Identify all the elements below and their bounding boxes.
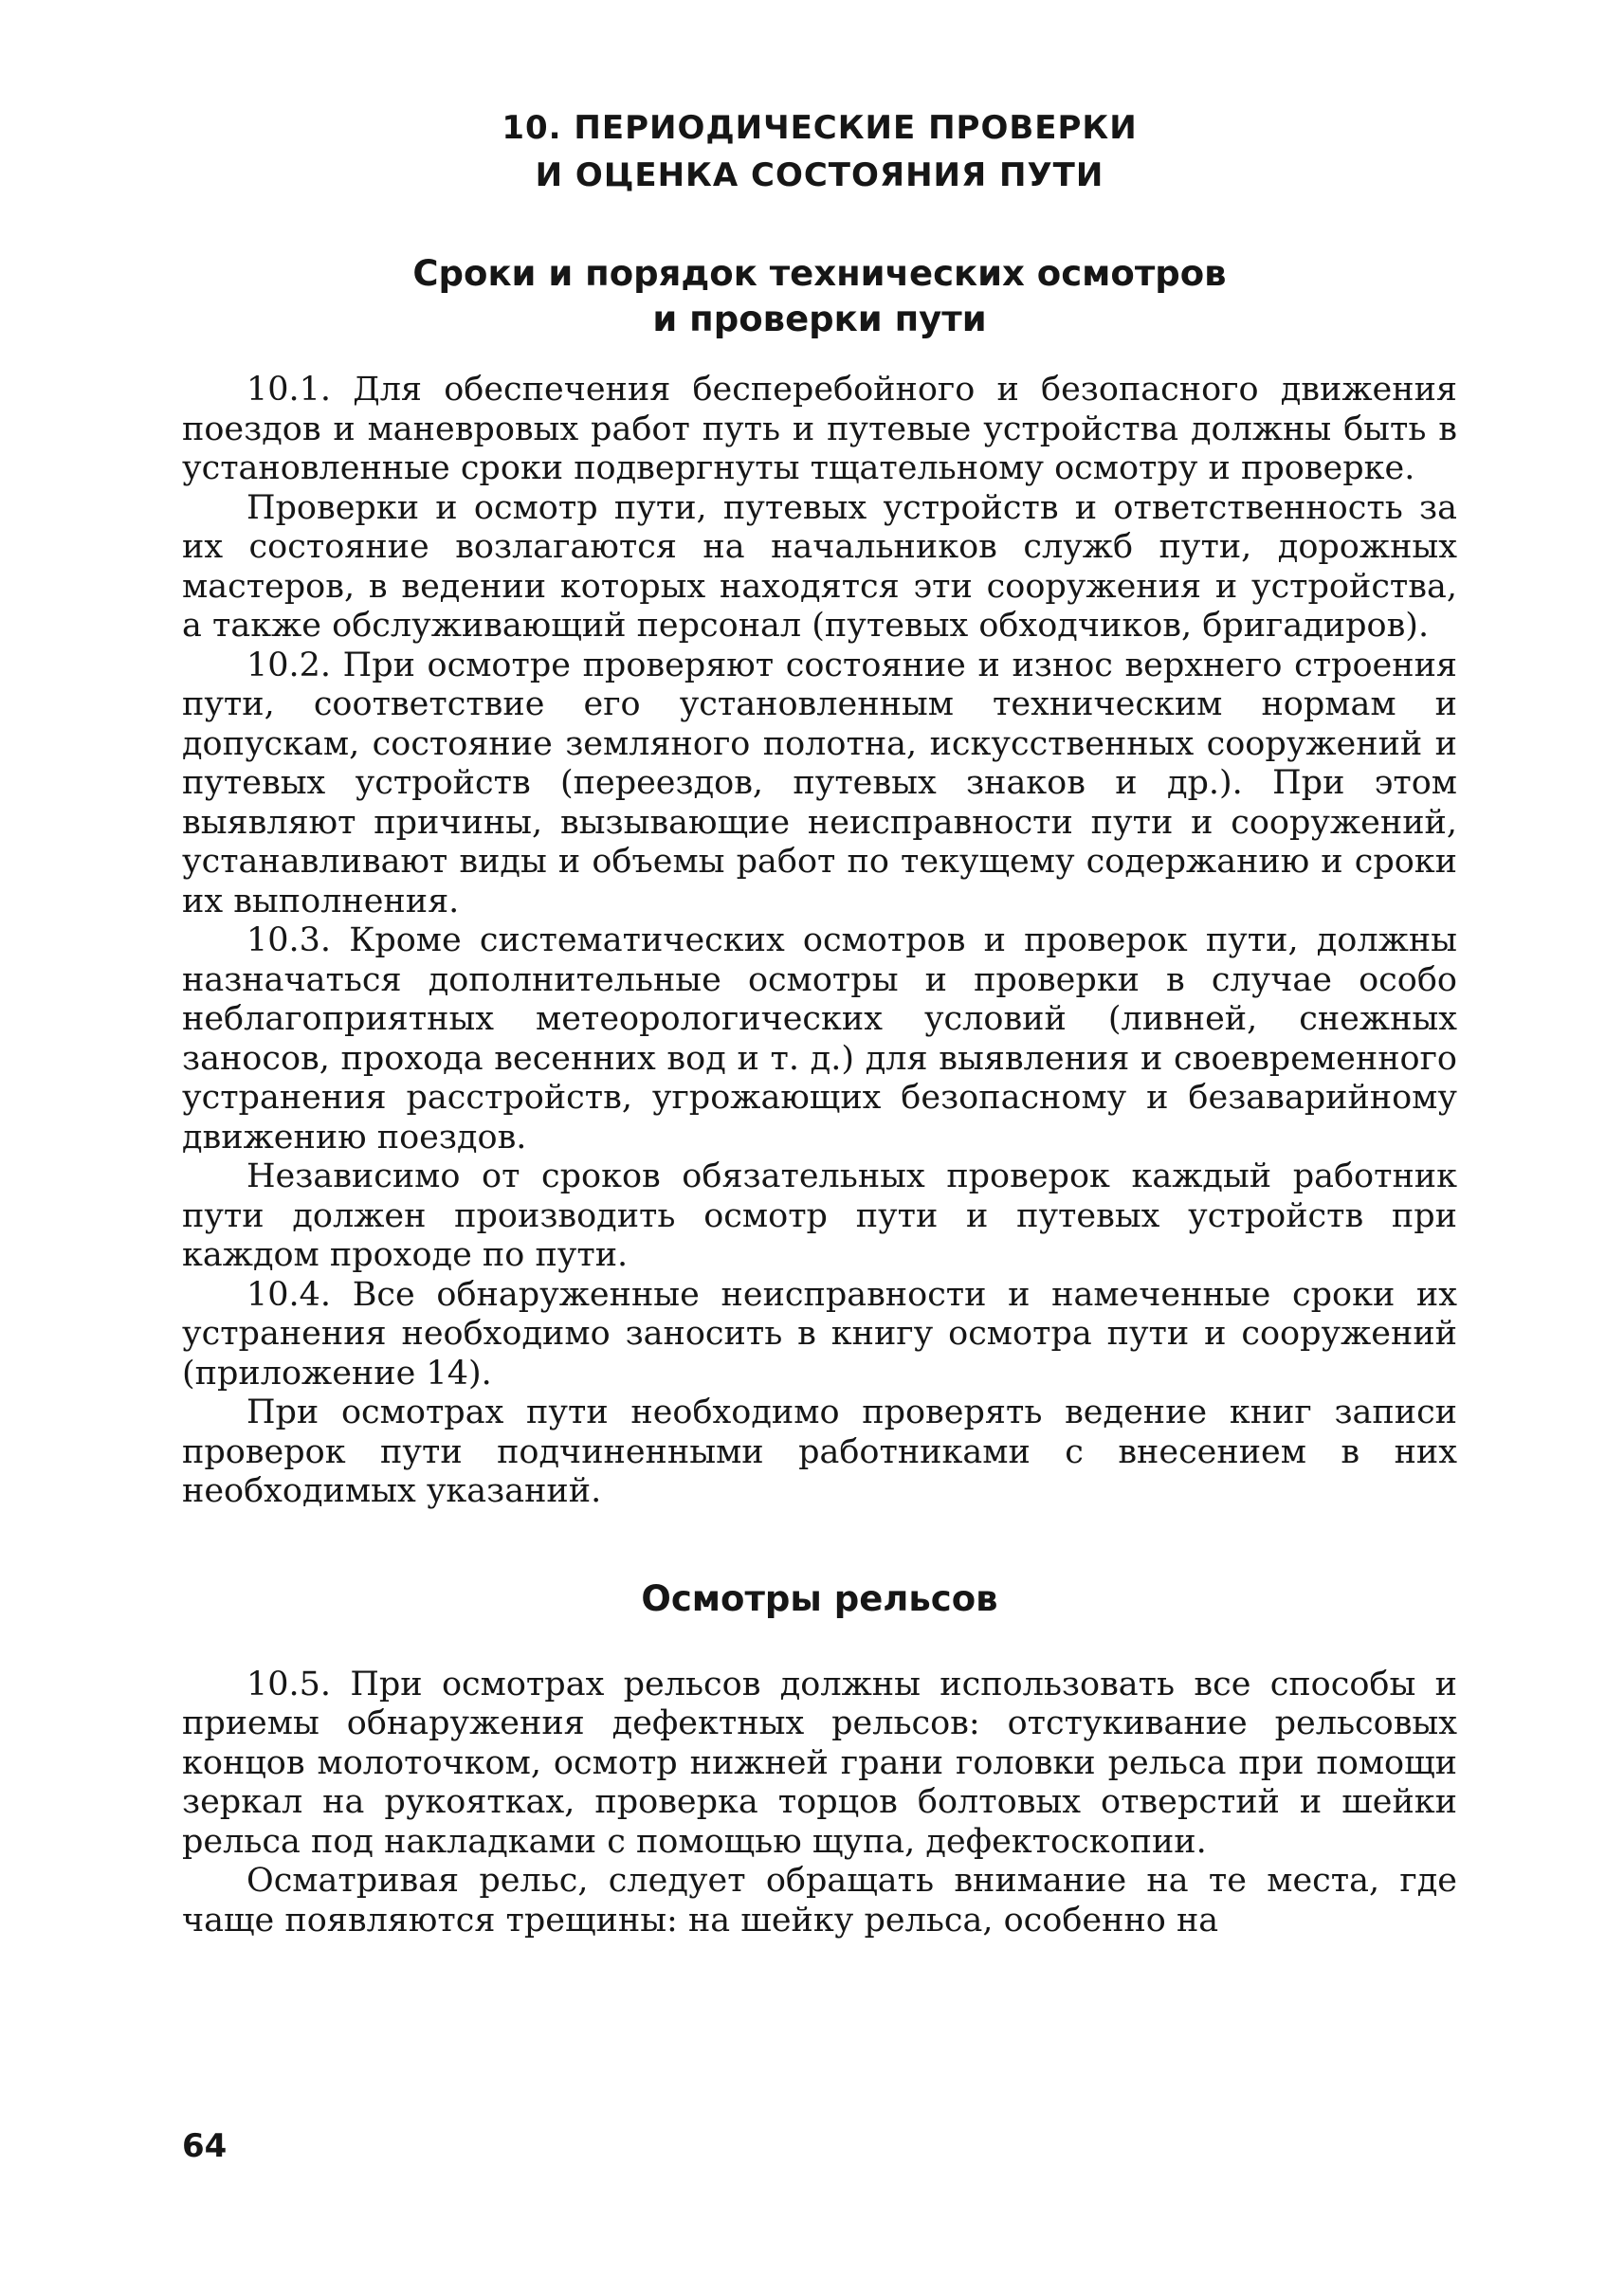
section-heading-line-2: и проверки пути xyxy=(652,299,987,339)
page-number: 64 xyxy=(182,2127,228,2165)
paragraph-10-3: 10.3. Кроме систематических осмотров и проверок пути, должны назначаться дополнительные осмотры и проверки в случае особо неблагоприятных метеорологических условий (ливней, снежных заносов, прохода весенних вод и т. д.) для выявления и своевременного устранения расстройств, угрожающих безопасному и безаварийному движению поездов. xyxy=(182,921,1457,1157)
paragraph-10-2: 10.2. При осмотре проверяют состояние и износ верхнего строения пути, соответствие его установленным техническим нормам и допускам, состояние земляного полотна, искусственных сооружений и путевых устройств (переездов, путевых знаков и др.). При этом выявляют причины, вызывающие неисправности пути и сооружений, устанавливают виды и объемы работ по текущему содержанию и сроки их выполнения. xyxy=(182,646,1457,920)
page-body xyxy=(182,104,1457,1940)
chapter-title xyxy=(182,104,1457,199)
chapter-title-line-2: И ОЦЕНКА СОСТОЯНИЯ ПУТИ xyxy=(535,156,1104,194)
section-heading-line-1: Сроки и порядок технических осмотров xyxy=(412,253,1227,294)
section-heading-line-1: Осмотры рельсов xyxy=(641,1577,998,1619)
section-heading-inspections xyxy=(182,251,1457,342)
paragraph-10-4: 10.4. Все обнаруженные неисправности и намеченные сроки их устранения необходимо заносить в книгу осмотра пути и сооружений (приложение 14). xyxy=(182,1275,1457,1393)
chapter-title-line-1: 10. ПЕРИОДИЧЕСКИЕ ПРОВЕРКИ xyxy=(502,109,1138,147)
paragraph-record-books: При осмотрах пути необходимо проверять ведение книг записи проверок пути подчиненными работниками с внесением в них необходимых указаний. xyxy=(182,1393,1457,1510)
paragraph-responsibility: Проверки и осмотр пути, путевых устройств и ответственность за их состояние возлагаются на начальников служб пути, дорожных мастеров, в ведении которых находятся эти сооружения и устройства, а также обслуживающий персонал (путевых обходчиков, бригадиров). xyxy=(182,488,1457,645)
paragraph-crack-locations: Осматривая рельс, следует обращать внимание на те места, где чаще появляются трещины: на шейку рельса, особенно на xyxy=(182,1862,1457,1940)
paragraph-worker-inspection: Независимо от сроков обязательных проверок каждый работник пути должен производить осмотр пути и путевых устройств при каждом проходе по пути. xyxy=(182,1157,1457,1274)
section-heading-rail-inspections xyxy=(182,1576,1457,1622)
paragraph-10-1: 10.1. Для обеспечения бесперебойного и безопасного движения поездов и маневровых работ путь и путевые устройства должны быть в установленные сроки подвергнуты тщательному осмотру и проверке. xyxy=(182,371,1457,487)
paragraph-10-5: 10.5. При осмотрах рельсов должны использовать все способы и приемы обнаружения дефектных рельсов: отстукивание рельсовых концов молоточком, осмотр нижней грани головки рельса при помощи зеркал на рукоятках, проверка торцов болтовых отверстий и шейки рельса под накладками с помощью щупа, дефектоскопии. xyxy=(182,1665,1457,1861)
